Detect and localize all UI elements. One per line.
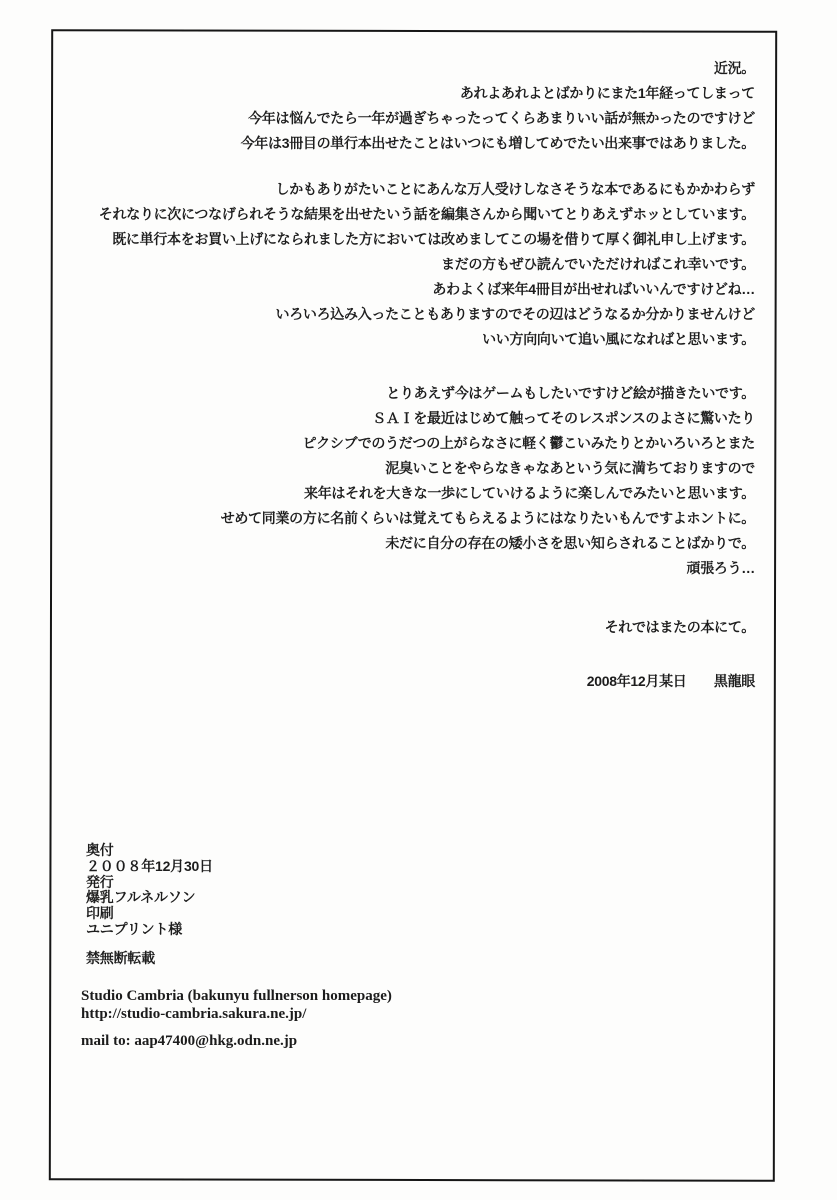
studio-contact [81,987,392,1023]
letter-line: とりあえず今はゲームもしたいですけど絵が描きたいです。 [386,385,755,401]
colophon-heading: 奥付 [86,842,114,858]
letter-line: しかもありがたいことにあんな万人受けしなさそうな本であるにもかかわらず [275,181,755,197]
letter-line: 頑張ろう… [686,560,755,576]
letter-line: いい方向向いて追い風になればと思います。 [482,331,755,347]
colophon-publisher-name: 爆乳フルネルソン [86,889,196,906]
letter-line: 未だに自分の存在の矮小さを思い知らされることばかりで。 [385,535,755,551]
mail-address: mail to: aap47400@hkg.odn.ne.jp [81,1033,298,1049]
afterword-paragraph-3 [221,381,755,581]
letter-line: 今年は悩んでたら一年が過ぎちゃったってくらあまりいい話が無かったのですけど [248,110,755,126]
letter-line: いろいろ込み入ったこともありますのでその辺はどうなるか分かりませんけど [275,306,755,322]
afterword-paragraph-2 [99,177,755,352]
homepage-url: http://studio-cambria.sakura.ne.jp/ [81,1006,307,1022]
colophon-publisher-label: 発行 [86,873,114,890]
letter-line: あれよあれよとばかりにまた1年経ってしまって [459,85,755,101]
letter-line: 泥臭いことをやらなきゃなあという気に満ちておりますので [385,460,755,476]
letter-line: ＳＡＩを最近はじめて触ってそのレスポンスのよさに驚いたり [372,410,755,426]
reproduction-notice: 禁無断転載 [86,950,155,966]
letter-line: まだの方もぜひ読んでいただければこれ幸いです。 [441,256,755,272]
signature-dateline: 2008年12月某日 黒龍眼 [586,673,755,689]
letter-line: 近況。 [713,60,755,76]
letter-line: あわよくば来年4冊目が出せればいいんですけどね… [432,281,755,297]
closing-line: それではまたの本にて。 [604,619,755,635]
colophon-date: ２００８年12月30日 [86,857,213,874]
letter-line: せめて同業の方に名前くらいは覚えてもらえるようにはなりたいもんですよホントに。 [220,510,755,526]
colophon [86,843,213,938]
letter-line: 今年は3冊目の単行本出せたことはいつにも増してめでたい出来事ではありました。 [240,135,755,151]
afterword-paragraph-1 [241,56,755,156]
letter-line: 来年はそれを大きな一歩にしていけるように楽しんでみたいと思います。 [304,485,755,501]
letter-line: ピクシブでのうだつの上がらなさに軽く鬱こいみたりとかいろいろとまた [302,435,755,451]
colophon-printer-name: ユニプリント様 [86,920,183,937]
studio-name: Studio Cambria (bakunyu fullnerson homepage) [81,988,392,1004]
letter-line: 既に単行本をお買い上げになられました方においては改めましてこの場を借りて厚く御礼申し上げます。 [112,231,755,247]
letter-line: それなりに次につなげられそうな結果を出せたいう話を編集さんから聞いてとりあえずホッとしています。 [98,206,755,222]
colophon-printer-label: 印刷 [86,905,114,922]
